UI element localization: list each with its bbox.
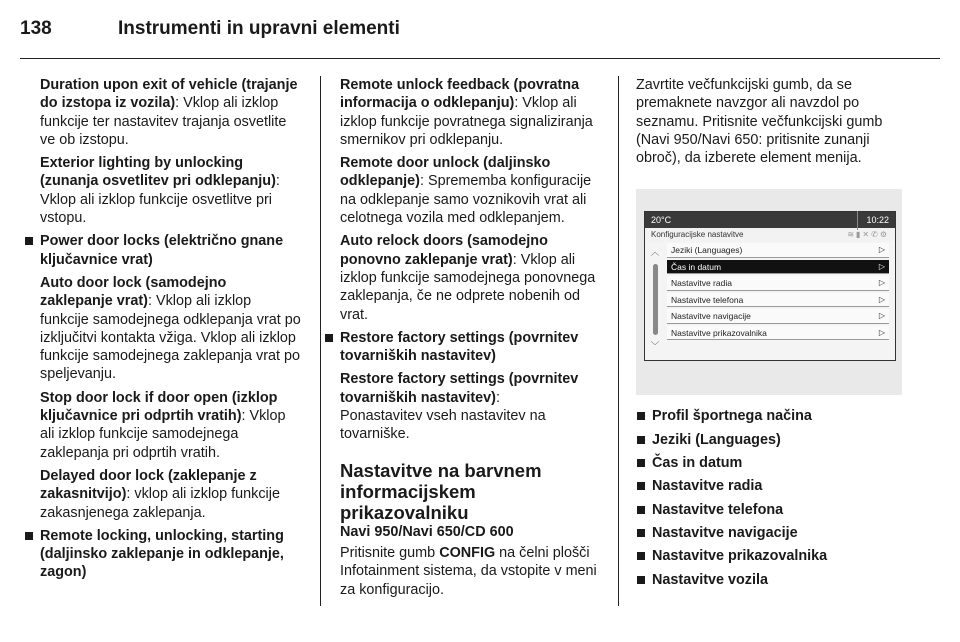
paragraph-duration-exit: Duration upon exit of vehicle (trajanje do izstopa iz vozila): Vklop ali izklop funkcije ter nastavitev trajanja osvetlite ve ob izstopu. bbox=[40, 77, 298, 148]
infotainment-screen-figure bbox=[636, 189, 902, 395]
chevron-right-icon: ▷ bbox=[878, 261, 885, 271]
paragraph-stop-door-lock: Stop door lock if door open (izklop ključavnice pri odprtih vratih): Vklop ali izklop funkcije samodejnega zaklepanja pri odprtih vratih. bbox=[40, 389, 286, 461]
settings-icon: ⚙ bbox=[879, 229, 889, 239]
scroll-track bbox=[653, 264, 658, 335]
menu-option-bullet: Nastavitve navigacije bbox=[636, 524, 902, 542]
column-divider-2 bbox=[618, 76, 619, 606]
column-3 bbox=[636, 76, 902, 594]
paragraph-exterior-lighting: Exterior lighting by unlocking (zunanja osvetlitev pri odklepanju): Vklop ali izklop funkcije osvetlitve pri vstopu. bbox=[40, 155, 280, 227]
menu-options-list bbox=[636, 407, 902, 588]
screen-menu-item-label: Nastavitve navigacije bbox=[671, 311, 751, 322]
page-number: 138 bbox=[20, 18, 52, 39]
paragraph-remote-unlock-feedback: Remote unlock feedback (povratna informacija o odklepanju): Vklop ali izklop funkcije povratnega signaliziranja smernikov pri odklepanju. bbox=[340, 77, 593, 148]
chevron-right-icon: ▷ bbox=[878, 294, 885, 304]
screen-menu-item-label: Nastavitve telefona bbox=[671, 294, 744, 305]
screen-display bbox=[644, 211, 896, 361]
screen-menu-item-label: Nastavitve radia bbox=[671, 278, 732, 289]
wifi-icon: ≋ bbox=[847, 229, 857, 239]
screen-menu-item[interactable] bbox=[667, 243, 889, 258]
bullet-power-door-locks: Power door locks (električno gnane ključavnice vrat) bbox=[24, 232, 302, 269]
paragraph-intro: Zavrtite večfunkcijski gumb, da se premaknete navzgor ali navzdol po seznamu. Pritisnite večfunkcijski gumb (Navi 950/Navi 650: pritisnite zunanji obroč), da izberete element menija. bbox=[636, 77, 883, 167]
subsection-heading: Navi 950/Navi 650/CD 600 bbox=[340, 523, 514, 540]
paragraph-restore-factory: Restore factory settings (povrnitev tovarniških nastavitev): Ponastavitev vseh nastavitev na tovarniške. bbox=[340, 371, 579, 443]
paragraph-auto-door-lock: Auto door lock (samodejno zaklepanje vrat): Vklop ali izklop funkcije samodejnega odklepanja vrat po izključitvi kontakta vžiga. Vklop ali izklop funkcije samodejnega zaklepanja vrat po speljevanju. bbox=[40, 274, 301, 383]
screen-menu-area bbox=[645, 241, 895, 360]
screen-title-bar bbox=[645, 228, 895, 241]
chevron-right-icon: ▷ bbox=[878, 278, 885, 288]
scroll-down-icon: ﹀ bbox=[650, 341, 660, 352]
screen-menu-list bbox=[667, 243, 889, 342]
paragraph-delayed-door-lock: Delayed door lock (zaklepanje z zakasnitvijo): vklop ali izklop funkcije zakasnjenega zaklepanja. bbox=[40, 467, 280, 521]
menu-option-bullet: Jeziki (Languages) bbox=[636, 431, 902, 449]
menu-option-bullet: Nastavitve vozila bbox=[636, 571, 902, 589]
screen-menu-item[interactable] bbox=[667, 276, 889, 291]
header-rule bbox=[20, 58, 940, 59]
screen-scrollbar bbox=[648, 243, 662, 355]
screen-menu-item-label: Jeziki (Languages) bbox=[671, 245, 743, 256]
chevron-right-icon: ▷ bbox=[878, 245, 885, 255]
column-1 bbox=[40, 76, 302, 587]
page-header bbox=[20, 18, 400, 50]
scroll-up-icon: ︿ bbox=[650, 247, 660, 258]
bullet-remote-locking: Remote locking, unlocking, starting (daljinsko zaklepanje in odklepanje, zagon) bbox=[24, 527, 302, 582]
paragraph-config: Pritisnite gumb CONFIG na čelni plošči Infotainment sistema, da vstopite v meni za konfiguracijo. bbox=[340, 544, 597, 598]
screen-title: Konfiguracijske nastavitve bbox=[651, 229, 744, 239]
screen-menu-item[interactable] bbox=[667, 293, 889, 308]
screen-menu-item[interactable] bbox=[667, 309, 889, 324]
paragraph-remote-door-unlock: Remote door unlock (daljinsko odklepanje): Sprememba konfiguracije na odklepanje samo voznikovih vrat ali celotnega vozila med odklepanjem. bbox=[340, 155, 592, 227]
screen-menu-item[interactable] bbox=[667, 326, 889, 341]
column-divider-1 bbox=[320, 76, 321, 606]
screen-menu-item-label: Nastavitve prikazovalnika bbox=[671, 327, 767, 338]
bullet-restore-factory: Restore factory settings (povrnitev tovarniških nastavitev) bbox=[324, 329, 604, 366]
section-heading: Nastavitve na barvnem informacijskem prikazovalniku bbox=[340, 459, 542, 523]
paragraph-auto-relock: Auto relock doors (samodejno ponovno zaklepanje vrat): Vklop ali izklop funkcije samodejnega ponovnega zaklepanja, če ne odprete nobenih od vrat. bbox=[340, 233, 596, 323]
menu-option-bullet: Nastavitve radia bbox=[636, 477, 902, 495]
menu-option-bullet: Profil športnega načina bbox=[636, 407, 902, 425]
menu-option-bullet: Nastavitve prikazovalnika bbox=[636, 547, 902, 565]
signal-icon: ▮ bbox=[856, 229, 863, 239]
chevron-right-icon: ▷ bbox=[878, 327, 885, 337]
column-2 bbox=[340, 76, 604, 604]
phone-icon: ✆ bbox=[871, 229, 880, 239]
screen-menu-item-label: Čas in datum bbox=[671, 261, 722, 272]
mute-icon: ✕ bbox=[862, 229, 872, 239]
page-title: Instrumenti in upravni elementi bbox=[118, 18, 400, 39]
menu-option-bullet: Nastavitve telefona bbox=[636, 501, 902, 519]
clock-readout: 10:22 bbox=[857, 211, 889, 229]
screen-menu-item[interactable] bbox=[667, 260, 889, 275]
chevron-right-icon: ▷ bbox=[878, 311, 885, 321]
temperature-readout: 20°C bbox=[651, 215, 672, 226]
menu-option-bullet: Čas in datum bbox=[636, 454, 902, 472]
